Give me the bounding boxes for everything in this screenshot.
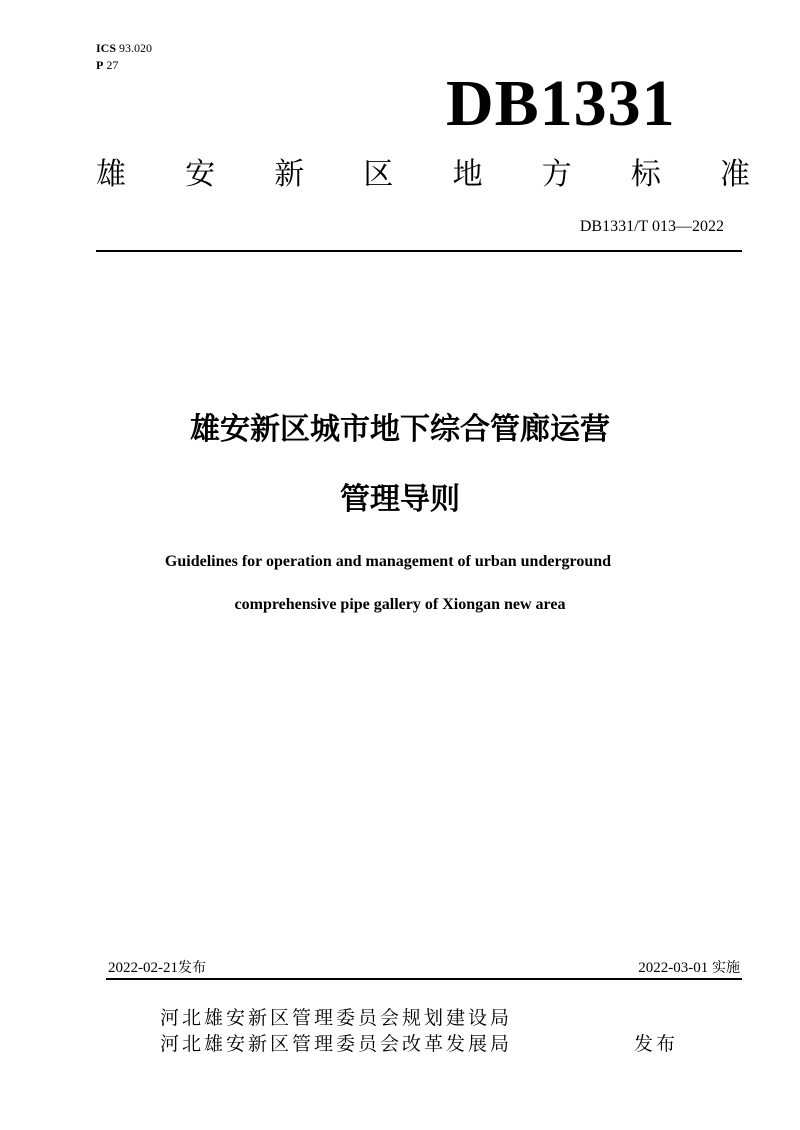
standard-number: DB1331/T 013—2022	[579, 218, 724, 235]
implement-date-line	[638, 957, 740, 979]
classification-codes	[96, 40, 152, 74]
issue-date: 2022-02-21	[108, 960, 178, 976]
standard-type-char: 新	[274, 157, 305, 192]
top-divider	[96, 250, 742, 252]
standard-type-char: 标	[630, 157, 661, 192]
title-cn-line2: 管理导则	[340, 482, 460, 517]
title-en-line2: comprehensive pipe gallery of Xiongan new area	[234, 596, 566, 613]
p-code: 27	[106, 58, 119, 72]
standard-type-char: 方	[541, 157, 572, 192]
ics-code-line	[96, 40, 152, 57]
implement-date: 2022-03-01	[638, 960, 709, 976]
title-cn-line1: 雄安新区城市地下综合管廊运营	[190, 412, 610, 447]
p-label: P	[96, 58, 104, 72]
publish-label: 发布	[634, 1033, 679, 1055]
implement-label: 实施	[712, 960, 740, 976]
standard-type-char: 雄	[96, 157, 126, 192]
standard-type-char: 准	[719, 157, 750, 192]
bottom-divider	[106, 978, 742, 980]
title-en-line1: Guidelines for operation and management of urban underground	[164, 553, 612, 570]
standard-type-char: 区	[363, 157, 394, 192]
ics-label: ICS	[96, 41, 117, 55]
standard-type	[96, 150, 750, 200]
p-code-line	[96, 57, 152, 74]
issue-date-line	[108, 957, 206, 979]
standard-prefix: DB1331	[446, 67, 676, 140]
standard-type-char: 安	[185, 157, 216, 192]
issue-label: 发布	[178, 960, 206, 976]
standard-type-char: 地	[452, 157, 483, 192]
ics-code: 93.020	[119, 41, 153, 55]
issuer-line1: 河北雄安新区管理委员会规划建设局	[160, 1007, 513, 1029]
issuer-line2: 河北雄安新区管理委员会改革发展局	[160, 1033, 513, 1055]
